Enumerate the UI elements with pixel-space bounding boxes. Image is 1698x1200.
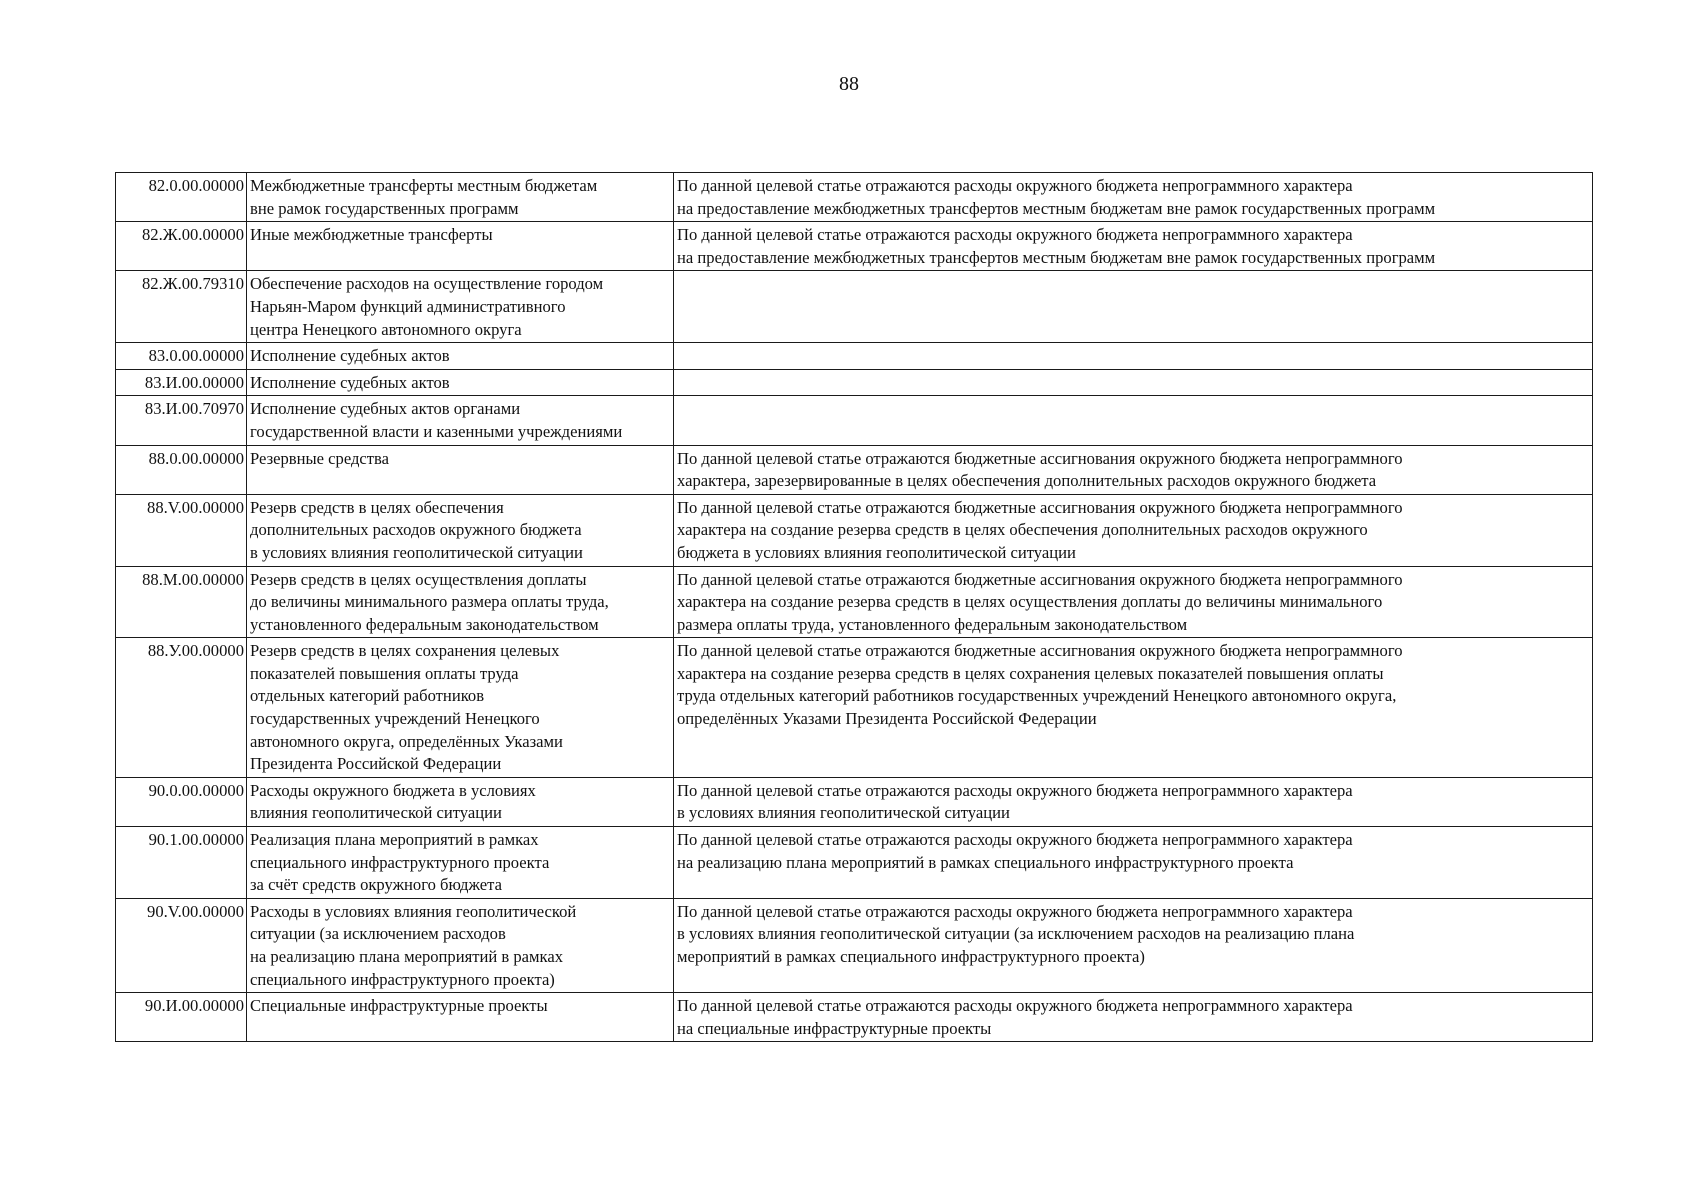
row-name-cell [247, 445, 674, 494]
row-name-line: на реализацию плана мероприятий в рамках [250, 947, 564, 966]
table-row [116, 494, 1593, 566]
table-row [116, 271, 1593, 343]
table-row [116, 173, 1593, 222]
row-description-line: на предоставление межбюджетных трансфертов местным бюджетам вне рамок государственных программ [677, 198, 1436, 218]
row-code-cell: 88.0.00.00000 [116, 445, 247, 494]
table-row [116, 638, 1593, 778]
table-body [116, 173, 1593, 1042]
row-description-cell [674, 777, 1593, 826]
row-description-line: на предоставление межбюджетных трансфертов местным бюджетам вне рамок государственных программ [677, 247, 1436, 267]
row-name-line: центра Ненецкого автономного округа [250, 319, 522, 339]
row-description-cell [674, 993, 1593, 1042]
row-description-cell [674, 343, 1593, 370]
row-description-cell [674, 494, 1593, 566]
row-name-cell [247, 396, 674, 445]
row-name-line: Нарьян-Маром функций административного [250, 296, 566, 316]
row-name-line: Исполнение судебных актов [250, 346, 450, 366]
row-name-cell [247, 173, 674, 222]
row-code-cell: 90.И.00.00000 [116, 993, 247, 1042]
row-code-cell: 82.0.00.00000 [116, 173, 247, 222]
row-description-line: По данной целевой статье отражаются расходы окружного бюджета непрограммного характера [677, 225, 1353, 245]
table-row [116, 369, 1593, 396]
budget-classification-table [115, 172, 1593, 1042]
row-name-line: вне рамок государственных программ [250, 198, 519, 218]
row-description-cell [674, 898, 1593, 992]
row-name-line: Обеспечение расходов на осуществление городом [250, 274, 604, 294]
row-name-line: государственных учреждений Ненецкого [250, 709, 540, 729]
row-description-cell [674, 638, 1593, 778]
row-name-cell [247, 993, 674, 1042]
row-description-line: на реализацию плана мероприятий в рамках специального инфраструктурного проекта [677, 852, 1294, 872]
table-row [116, 566, 1593, 638]
table-row [116, 827, 1593, 899]
row-code-cell: 82.Ж.00.79310 [116, 271, 247, 343]
row-name-line: Расходы окружного бюджета в условиях [250, 780, 536, 800]
row-code-cell: 83.0.00.00000 [116, 343, 247, 370]
row-name-cell [247, 271, 674, 343]
row-name-cell [247, 827, 674, 899]
row-name-line: специального инфраструктурного проекта) [250, 969, 555, 989]
row-name-cell [247, 369, 674, 396]
row-description-line: мероприятий в рамках специального инфраструктурного проекта) [677, 947, 1145, 966]
row-name-cell [247, 566, 674, 638]
row-description-line: в условиях влияния геополитической ситуации [677, 803, 1010, 823]
row-name-line: Резерв средств в целях осуществления доплаты [250, 569, 587, 589]
row-description-cell [674, 222, 1593, 271]
row-name-line: Иные межбюджетные трансферты [250, 225, 493, 245]
row-name-line: государственной власти и казенными учреждениями [250, 421, 623, 441]
row-name-line: в условиях влияния геополитической ситуации [250, 542, 583, 562]
row-description-line: По данной целевой статье отражаются бюджетные ассигнования окружного бюджета непрограммного [677, 569, 1403, 589]
row-code-cell: 83.И.00.70970 [116, 396, 247, 445]
row-description-cell [674, 396, 1593, 445]
row-description-line: в условиях влияния геополитической ситуации (за исключением расходов на реализацию плана [677, 924, 1355, 944]
row-name-line: автономного округа, определённых Указами [250, 731, 563, 751]
row-code-cell: 90.1.00.00000 [116, 827, 247, 899]
row-code-cell: 88.V.00.00000 [116, 494, 247, 566]
row-description-cell [674, 271, 1593, 343]
row-description-line: По данной целевой статье отражаются расходы окружного бюджета непрограммного характера [677, 780, 1353, 800]
row-name-line: Исполнение судебных актов [250, 372, 450, 392]
row-name-line: отдельных категорий работников [250, 686, 485, 706]
row-name-cell [247, 638, 674, 778]
row-description-line: на специальные инфраструктурные проекты [677, 1018, 992, 1038]
row-name-cell [247, 898, 674, 992]
row-name-line: Исполнение судебных актов органами [250, 399, 521, 419]
row-description-line: бюджета в условиях влияния геополитической ситуации [677, 542, 1076, 562]
row-name-cell [247, 777, 674, 826]
row-name-line: Резервные средства [250, 448, 390, 468]
row-description-line: размера оплаты труда, установленного федеральным законодательством [677, 614, 1188, 634]
row-name-cell [247, 494, 674, 566]
row-description-cell [674, 369, 1593, 396]
row-description-line: определённых Указами Президента Российской Федерации [677, 709, 1097, 729]
page-number: 88 [839, 73, 859, 95]
row-description-line: По данной целевой статье отражаются расходы окружного бюджета непрограммного характера [677, 901, 1353, 921]
row-code-cell: 82.Ж.00.00000 [116, 222, 247, 271]
row-description-line: По данной целевой статье отражаются бюджетные ассигнования окружного бюджета непрограммного [677, 641, 1403, 661]
row-code-cell: 83.И.00.00000 [116, 369, 247, 396]
row-code-cell: 88.М.00.00000 [116, 566, 247, 638]
row-name-cell [247, 222, 674, 271]
row-name-line: специального инфраструктурного проекта [250, 852, 550, 872]
row-name-line: дополнительных расходов окружного бюджета [250, 520, 582, 540]
row-description-cell [674, 566, 1593, 638]
row-description-line: По данной целевой статье отражаются бюджетные ассигнования окружного бюджета непрограммного [677, 448, 1403, 468]
row-description-line: По данной целевой статье отражаются расходы окружного бюджета непрограммного характера [677, 176, 1353, 195]
row-description-line: По данной целевой статье отражаются расходы окружного бюджета непрограммного характера [677, 830, 1353, 850]
row-name-line: Резерв средств в целях сохранения целевых [250, 641, 560, 661]
row-name-line: Межбюджетные трансферты местным бюджетам [250, 176, 598, 195]
row-name-line: влияния геополитической ситуации [250, 803, 502, 823]
row-description-cell [674, 445, 1593, 494]
table-row [116, 222, 1593, 271]
row-name-line: Резерв средств в целях обеспечения [250, 497, 504, 517]
row-description-cell [674, 173, 1593, 222]
row-name-line: до величины минимального размера оплаты труда, [250, 592, 609, 612]
row-description-line: характера на создание резерва средств в целях осуществления доплаты до величины минимального [677, 592, 1383, 612]
table-row [116, 777, 1593, 826]
row-name-line: Президента Российской Федерации [250, 754, 502, 774]
row-description-line: характера, зарезервированные в целях обеспечения дополнительных расходов окружного бюджета [677, 471, 1377, 491]
row-name-line: Специальные инфраструктурные проекты [250, 996, 548, 1016]
row-name-line: установленного федеральным законодательством [250, 614, 599, 634]
row-name-line: показателей повышения оплаты труда [250, 663, 519, 683]
row-name-line: за счёт средств окружного бюджета [250, 875, 502, 895]
row-description-line: По данной целевой статье отражаются расходы окружного бюджета непрограммного характера [677, 996, 1353, 1016]
table-row [116, 343, 1593, 370]
row-code-cell: 88.У.00.00000 [116, 638, 247, 778]
row-description-line: характера на создание резерва средств в целях обеспечения дополнительных расходов окружного [677, 520, 1368, 540]
row-name-line: Расходы в условиях влияния геополитической [250, 901, 577, 921]
table-row [116, 445, 1593, 494]
table-row [116, 993, 1593, 1042]
row-description-line: характера на создание резерва средств в целях сохранения целевых показателей повышения оплаты [677, 663, 1384, 683]
row-name-cell [247, 343, 674, 370]
row-name-line: Реализация плана мероприятий в рамках [250, 830, 539, 850]
row-code-cell: 90.0.00.00000 [116, 777, 247, 826]
row-description-cell [674, 827, 1593, 899]
table-row [116, 898, 1593, 992]
row-code-cell: 90.V.00.00000 [116, 898, 247, 992]
table-row [116, 396, 1593, 445]
row-description-line: труда отдельных категорий работников государственных учреждений Ненецкого автономного округа, [677, 686, 1397, 706]
row-description-line: По данной целевой статье отражаются бюджетные ассигнования окружного бюджета непрограммного [677, 497, 1403, 517]
row-name-line: ситуации (за исключением расходов [250, 924, 506, 944]
